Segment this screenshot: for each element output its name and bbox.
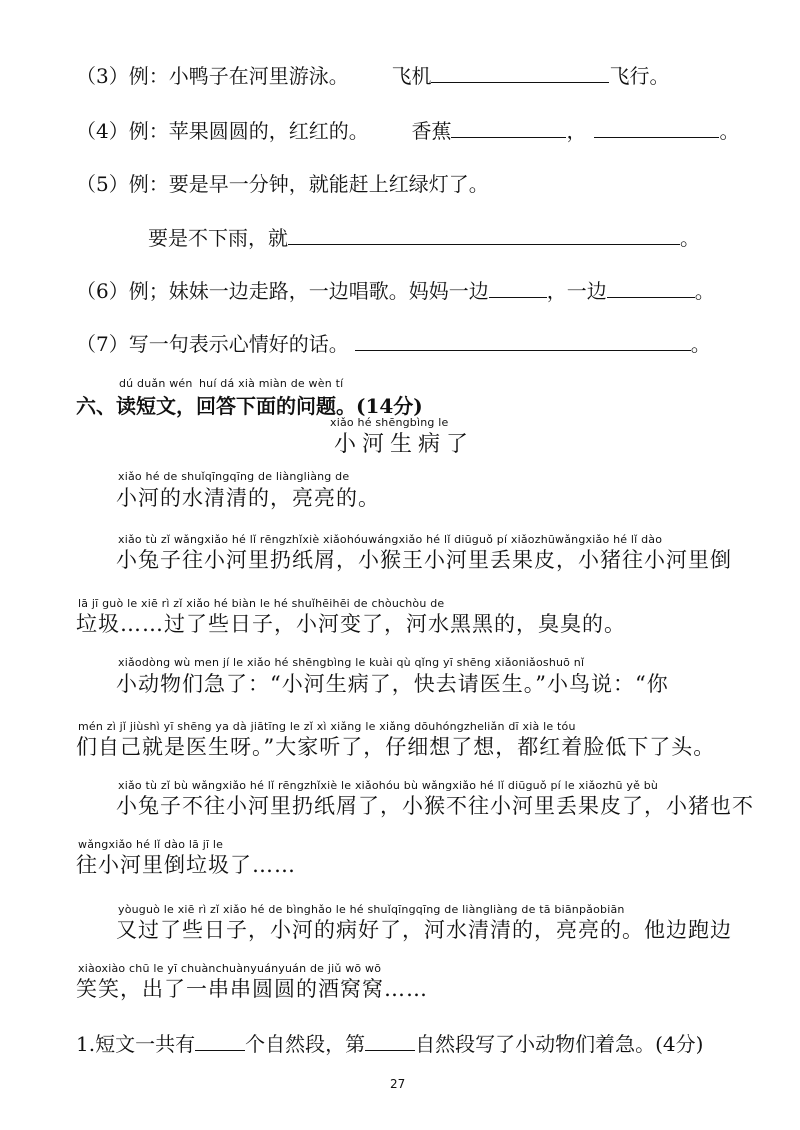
exercise-4-blank-2[interactable] [594,119,719,138]
story-line-7-pinyin: wǎngxiǎo hé lǐ dào lā jī le [78,838,224,851]
story-line-7: 往小河里倒垃圾了…… [76,853,296,877]
story-line-3: 垃圾……过了些日子，小河变了，河水黑黑的，臭臭的。 [76,612,626,636]
exercise-4-label: （4）例：苹果圆圆的，红红的。 [76,119,369,143]
exercise-6-blank-2[interactable] [607,279,695,298]
exercise-7-suffix: 。 [690,332,711,356]
story-line-8-pinyin: yòuguò le xiē rì zǐ xiǎo hé de bìnghǎo le hé shuǐqīngqīng de liàngliàng de tā biānpǎobiān [118,903,625,916]
story-line-9: 笑笑，出了一串串圆圆的酒窝窝…… [76,977,428,1001]
exercise-5-example [76,168,489,197]
story-line-1-pinyin: xiǎo hé de shuǐqīngqīng de liàngliàng de [118,470,350,483]
exercise-6-mid: ，一边 [546,279,607,303]
exercise-5-label: （5）例：要是早一分钟，就能赶上红绿灯了。 [76,172,489,196]
story-line-5-pinyin: mén zì jǐ jiùshì yī shēng ya dà jiātīng le zǐ xì xiǎng le xiǎng dōuhóngzheliǎn dī xià le tóu [78,720,576,733]
exercise-4-suffix: 。 [719,119,740,143]
exercise-4-prefix: 香蕉 [411,119,452,143]
section-6-pinyin-a: dú duǎn wén [119,377,193,390]
story-title-pinyin: xiǎo hé shēngbìng le [330,416,449,429]
exercise-5-blank[interactable] [288,226,680,245]
question-1-part-a: 1.短文一共有 [76,1032,196,1056]
question-1 [76,1028,703,1057]
exercise-3-suffix: 飞行。 [609,64,670,88]
story-line-6: 小兔子不往小河里扔纸屑了，小猴不往小河里丢果皮了，小猪也不 [116,794,754,818]
exercise-6-blank-1[interactable] [489,279,547,298]
question-1-part-b: 个自然段，第 [245,1032,366,1056]
story-line-6-pinyin: xiǎo tù zǐ bù wǎngxiǎo hé lǐ rēngzhǐxiè le xiǎohóu bù wǎngxiǎo hé lǐ diūguǒ pí le xiǎozhū yě bù [118,779,659,792]
exercise-3 [76,60,669,89]
question-1-blank-1[interactable] [195,1032,245,1051]
section-6-heading: 六、读短文，回答下面的问题。(14分) [76,394,423,418]
exercise-3-prefix: 飞机 [391,64,432,88]
exercise-7-blank[interactable] [355,332,691,351]
exercise-4-mid: ， [566,119,587,143]
question-1-part-c: 自然段写了小动物们着急。(4分) [415,1032,704,1056]
exercise-4-blank-1[interactable] [451,119,566,138]
exercise-6-label: （6）例；妹妹一边走路，一边唱歌。妈妈一边 [76,279,489,303]
story-line-4: 小动物们急了：“小河生病了，快去请医生。”小鸟说：“你 [116,672,669,696]
section-6-pinyin-b: huí dá xià miàn de wèn tí [199,377,344,390]
story-line-9-pinyin: xiàoxiào chū le yī chuànchuànyuányuán de jiǔ wō wō [78,962,382,975]
exercise-7-label: （7）写一句表示心情好的话。 [76,332,349,356]
page-number: 27 [390,1077,406,1091]
exercise-3-label: （3）例：小鸭子在河里游泳。 [76,64,349,88]
question-1-blank-2[interactable] [365,1032,415,1051]
exercise-3-blank[interactable] [431,64,609,83]
exercise-7 [76,328,711,357]
exercise-6-suffix: 。 [694,279,715,303]
story-line-3-pinyin: lā jī guò le xiē rì zǐ xiǎo hé biàn le hé shuǐhēihēi de chòuchòu de [78,597,445,610]
story-title: 小河生病了 [334,432,475,457]
story-line-8: 又过了些日子，小河的病好了，河水清清的，亮亮的。他边跑边 [116,918,732,942]
exercise-5-prefix: 要是不下雨，就 [148,226,288,250]
story-line-1: 小河的水清清的，亮亮的。 [116,486,380,510]
story-line-5: 们自己就是医生呀。”大家听了，仔细想了想，都红着脸低下了头。 [76,735,716,759]
exercise-5 [148,222,700,251]
story-line-4-pinyin: xiǎodòng wù men jí le xiǎo hé shēngbìng le kuài qù qǐng yī shēng xiǎoniǎoshuō nǐ [118,656,585,669]
exercise-5-suffix: 。 [680,226,700,250]
exercise-4 [76,115,739,144]
story-line-2-pinyin: xiǎo tù zǐ wǎngxiǎo hé lǐ rēngzhǐxiè xiǎohóuwángxiǎo hé lǐ diūguǒ pí xiǎozhūwǎngxiǎo hé lǐ dào [118,533,663,546]
exercise-6 [76,275,715,304]
story-line-2: 小兔子往小河里扔纸屑，小猴王小河里丢果皮，小猪往小河里倒 [116,548,732,572]
